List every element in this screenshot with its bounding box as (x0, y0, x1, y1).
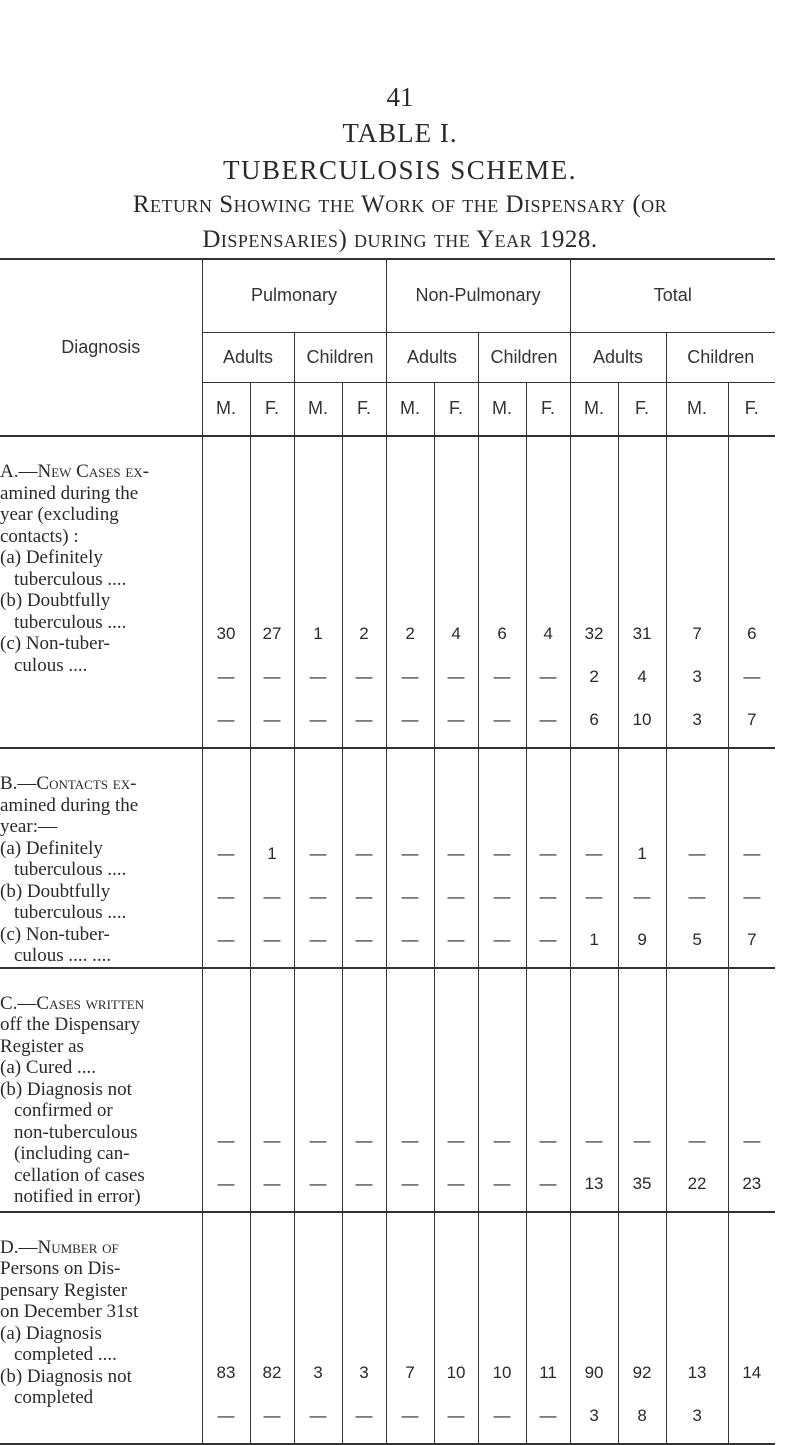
row-label-line: culous .... .... (14, 945, 112, 966)
value-cell (250, 968, 294, 1212)
row-label-line: completed .... (14, 1344, 117, 1365)
value-cell (666, 748, 728, 968)
section-heading-line: on December 31st (0, 1301, 139, 1322)
value-cell (570, 968, 618, 1212)
cell-value: — (401, 667, 419, 686)
cell-value: — (493, 843, 511, 863)
cell-value: — (309, 886, 327, 906)
value-cell (618, 436, 666, 748)
section-label (0, 1212, 202, 1444)
cell-value: — (263, 886, 281, 906)
cell-value: — (539, 929, 557, 949)
row-label-line: notified in error) (14, 1186, 141, 1207)
cell-value: 2 (589, 667, 599, 686)
cell-value: — (539, 843, 557, 863)
cell-value: — (493, 886, 511, 906)
row-label-line: non-tuberculous (14, 1121, 138, 1143)
cell-value: — (493, 1173, 511, 1193)
row-label-line: (c) Non-tuber- (0, 923, 110, 945)
cell-value: — (309, 1405, 327, 1425)
section-heading-line: year:— (0, 816, 57, 837)
row-label-line: (b) Diagnosis not (0, 1078, 132, 1100)
cell-value: — (539, 1405, 557, 1425)
table-row (0, 748, 775, 968)
cell-value: 22 (687, 1173, 707, 1193)
cell-value: — (217, 667, 235, 686)
section-label (0, 748, 202, 968)
cell-value: 4 (543, 624, 553, 643)
cell-value: — (263, 1130, 281, 1150)
cell-value: — (401, 1405, 419, 1425)
cell-value: — (688, 843, 706, 863)
cell-value: 6 (747, 624, 757, 643)
section-heading-line: B.—Contacts ex- (0, 773, 137, 794)
value-cell (478, 1212, 526, 1444)
cell-value: 7 (692, 624, 702, 643)
sex-header: M. (202, 382, 250, 436)
cell-value: — (355, 1130, 373, 1150)
cell-value: 32 (584, 624, 604, 643)
cell-value: — (539, 667, 557, 686)
subgroup-header: Adults (570, 332, 666, 382)
cell-value: — (309, 1130, 327, 1150)
cell-value: — (217, 929, 235, 949)
value-cell (666, 1212, 728, 1444)
cell-value: — (539, 1130, 557, 1150)
group-header-total: Total (570, 259, 775, 332)
section-heading-line: amined during the (0, 794, 139, 816)
section-heading-line: A.—New Cases ex- (0, 461, 150, 482)
value-cell (202, 748, 250, 968)
cell-value: 27 (262, 624, 282, 643)
cell-value: 82 (262, 1362, 282, 1382)
value-cell (342, 1212, 386, 1444)
cell-value: 4 (451, 624, 461, 643)
cell-value: — (539, 886, 557, 906)
cell-value: 23 (742, 1173, 762, 1193)
sex-header: M. (666, 382, 728, 436)
cell-value: — (493, 929, 511, 949)
row-label-line: culous .... (14, 654, 88, 676)
cell-value: — (447, 710, 465, 729)
cell-value: — (217, 1130, 235, 1150)
value-cell (434, 436, 478, 748)
cell-value: — (493, 1405, 511, 1425)
row-label-line: completed (14, 1387, 94, 1408)
cell-value: — (263, 710, 281, 729)
cell-value: — (447, 1405, 465, 1425)
cell-value: 30 (216, 624, 236, 643)
value-cell (250, 436, 294, 748)
value-cell (728, 1212, 775, 1444)
diagnosis-header: Diagnosis (0, 259, 202, 436)
cell-value: — (447, 1130, 465, 1150)
value-cell (434, 1212, 478, 1444)
section-label (0, 968, 202, 1212)
row-label-line: tuberculous .... (14, 902, 127, 923)
value-cell (386, 968, 434, 1212)
cell-value: 35 (632, 1173, 652, 1193)
value-cell (618, 968, 666, 1212)
sex-header: F. (342, 382, 386, 436)
cell-value: 3 (359, 1362, 369, 1382)
cell-value: — (309, 843, 327, 863)
value-cell (618, 1212, 666, 1444)
cell-value: 92 (632, 1362, 652, 1382)
sex-header: F. (526, 382, 570, 436)
value-cell (342, 968, 386, 1212)
row-label-line: tuberculous .... (14, 568, 127, 590)
cell-value: — (309, 929, 327, 949)
cell-value: — (688, 1130, 706, 1150)
cell-value: 4 (637, 667, 647, 686)
cell-value: 13 (687, 1362, 707, 1382)
value-cell (570, 436, 618, 748)
value-cell (728, 968, 775, 1212)
sex-header: M. (386, 382, 434, 436)
cell-value: 3 (589, 1405, 599, 1425)
section-heading-line: contacts) : (0, 525, 79, 547)
table-subtitle: TUBERCULOSIS SCHEME. (222, 155, 578, 185)
cell-value: — (217, 710, 235, 729)
sex-header: F. (618, 382, 666, 436)
row-label-line: confirmed or (14, 1100, 113, 1121)
table-row (0, 968, 775, 1212)
cell-value: 11 (539, 1362, 557, 1382)
value-cell (570, 748, 618, 968)
subgroup-header: Adults (386, 332, 478, 382)
cell-value: — (539, 1173, 557, 1193)
value-cell (294, 436, 342, 748)
cell-value: — (585, 843, 603, 863)
cell-value: 3 (692, 710, 702, 729)
page-number: 41 (386, 82, 414, 112)
row-label-line: tuberculous .... (14, 859, 127, 880)
cell-value: — (401, 1130, 419, 1150)
row-label-line: (a) Definitely (0, 837, 103, 859)
cell-value: 10 (446, 1362, 466, 1382)
sex-header: M. (478, 382, 526, 436)
cell-value: — (355, 1173, 373, 1193)
cell-value: 1 (267, 843, 277, 863)
cell-value: 14 (742, 1362, 762, 1382)
cell-value: — (217, 886, 235, 906)
cell-value: — (217, 1405, 235, 1425)
value-cell (526, 436, 570, 748)
value-cell (250, 1212, 294, 1444)
value-cell (294, 748, 342, 968)
subgroup-header: Children (294, 332, 386, 382)
cell-value: — (355, 929, 373, 949)
cell-value: — (743, 843, 761, 863)
section-heading-line: C.—Cases written (0, 992, 145, 1014)
row-label-line: (c) Non-tuber- (0, 633, 110, 654)
value-cell (526, 748, 570, 968)
value-cell (570, 1212, 618, 1444)
cell-value: — (263, 1405, 281, 1425)
row-label-line: (b) Diagnosis not (0, 1365, 132, 1387)
table-row (0, 436, 775, 748)
cell-value: 3 (313, 1362, 323, 1382)
cell-value: 3 (692, 667, 702, 686)
dispensary-return-table (0, 258, 775, 1445)
cell-value: — (447, 929, 465, 949)
cell-value: 2 (405, 624, 415, 643)
cell-value (729, 1394, 776, 1437)
value-cell (478, 436, 526, 748)
value-cell (666, 968, 728, 1212)
cell-value: — (539, 710, 557, 729)
value-cell (342, 748, 386, 968)
cell-value: — (355, 710, 373, 729)
section-heading-line: amined during the (0, 482, 139, 504)
row-label-line: (a) Definitely (0, 547, 103, 568)
cell-value: 1 (589, 929, 599, 949)
cell-value: — (633, 1130, 651, 1150)
section-label (0, 436, 202, 748)
sex-header: M. (294, 382, 342, 436)
cell-value: 10 (632, 710, 652, 729)
cell-value: — (401, 1173, 419, 1193)
value-cell (202, 968, 250, 1212)
subgroup-header: Children (478, 332, 570, 382)
cell-value: — (401, 710, 419, 729)
value-cell (202, 1212, 250, 1444)
cell-value: — (309, 710, 327, 729)
value-cell (202, 436, 250, 748)
value-cell (666, 436, 728, 748)
cell-value: 2 (359, 624, 369, 643)
value-cell (294, 968, 342, 1212)
section-heading-line: D.—Number of (0, 1236, 119, 1258)
row-label-line: (including can- (14, 1143, 130, 1164)
cell-value: 3 (692, 1405, 702, 1425)
row-label-line: tuberculous .... (14, 611, 127, 633)
value-cell (526, 1212, 570, 1444)
return-heading-line1: Return Showing the Work of the Dispensary (or (132, 191, 668, 218)
sex-header: M. (570, 382, 618, 436)
cell-value: 90 (584, 1362, 604, 1382)
table-row (0, 1212, 775, 1444)
cell-value: — (355, 667, 373, 686)
cell-value: — (585, 1130, 603, 1150)
cell-value: — (355, 843, 373, 863)
subgroup-header: Children (666, 332, 775, 382)
row-label-line: cellation of cases (14, 1164, 145, 1186)
cell-value: — (217, 1173, 235, 1193)
cell-value: — (585, 886, 603, 906)
cell-value: 83 (216, 1362, 236, 1382)
section-heading-line: pensary Register (0, 1279, 128, 1301)
value-cell (386, 748, 434, 968)
value-cell (294, 1212, 342, 1444)
cell-value: 7 (747, 710, 757, 729)
row-label-line: (b) Doubtfully (0, 880, 111, 902)
cell-value: — (688, 886, 706, 906)
value-cell (728, 748, 775, 968)
section-heading-line: Persons on Dis- (0, 1258, 121, 1279)
row-label-line: (b) Doubtfully (0, 590, 111, 611)
cell-value: — (633, 886, 651, 906)
cell-value: — (355, 1405, 373, 1425)
value-cell (434, 968, 478, 1212)
cell-value: — (401, 886, 419, 906)
value-cell (250, 748, 294, 968)
cell-value: 31 (632, 624, 652, 643)
cell-value: — (401, 929, 419, 949)
sex-header: F. (434, 382, 478, 436)
cell-value: 1 (313, 624, 323, 643)
cell-value: 6 (589, 710, 599, 729)
cell-value: 6 (497, 624, 507, 643)
value-cell (478, 748, 526, 968)
value-cell (618, 748, 666, 968)
cell-value: — (493, 710, 511, 729)
cell-value: 5 (692, 929, 702, 949)
cell-value: 10 (492, 1362, 512, 1382)
cell-value: — (743, 886, 761, 906)
cell-value: — (743, 1130, 761, 1150)
value-cell (342, 436, 386, 748)
cell-value: 7 (405, 1362, 415, 1382)
row-label-line: (a) Diagnosis (0, 1322, 102, 1344)
cell-value: — (447, 843, 465, 863)
table-title: TABLE I. (342, 118, 458, 148)
value-cell (434, 748, 478, 968)
cell-value: — (309, 1173, 327, 1193)
section-heading-line: year (excluding (0, 504, 119, 525)
section-heading-line: Register as (0, 1035, 84, 1057)
value-cell (478, 968, 526, 1212)
cell-value: — (263, 1173, 281, 1193)
row-label-line: (a) Cured .... (0, 1057, 97, 1078)
cell-value: 1 (637, 843, 647, 863)
value-cell (386, 1212, 434, 1444)
cell-value: — (217, 843, 235, 863)
cell-value: — (447, 1173, 465, 1193)
cell-value: 7 (747, 929, 757, 949)
cell-value: 9 (637, 929, 647, 949)
subgroup-header: Adults (202, 332, 294, 382)
value-cell (386, 436, 434, 748)
cell-value: — (447, 667, 465, 686)
cell-value: — (493, 667, 511, 686)
cell-value: — (401, 843, 419, 863)
cell-value: — (309, 667, 327, 686)
value-cell (728, 436, 775, 748)
cell-value: — (743, 667, 761, 686)
cell-value: — (447, 886, 465, 906)
cell-value: 8 (637, 1405, 647, 1425)
sex-header: F. (250, 382, 294, 436)
cell-value: — (263, 667, 281, 686)
cell-value: — (493, 1130, 511, 1150)
return-heading-line2: Dispensaries) during the Year 1928. (202, 226, 598, 253)
group-header-pulmonary: Pulmonary (202, 259, 386, 332)
cell-value: — (355, 886, 373, 906)
section-heading-line: off the Dispensary (0, 1014, 141, 1035)
value-cell (526, 968, 570, 1212)
sex-header: F. (728, 382, 775, 436)
group-header-non-pulmonary: Non-Pulmonary (386, 259, 570, 332)
cell-value: 13 (584, 1173, 604, 1193)
cell-value: — (263, 929, 281, 949)
